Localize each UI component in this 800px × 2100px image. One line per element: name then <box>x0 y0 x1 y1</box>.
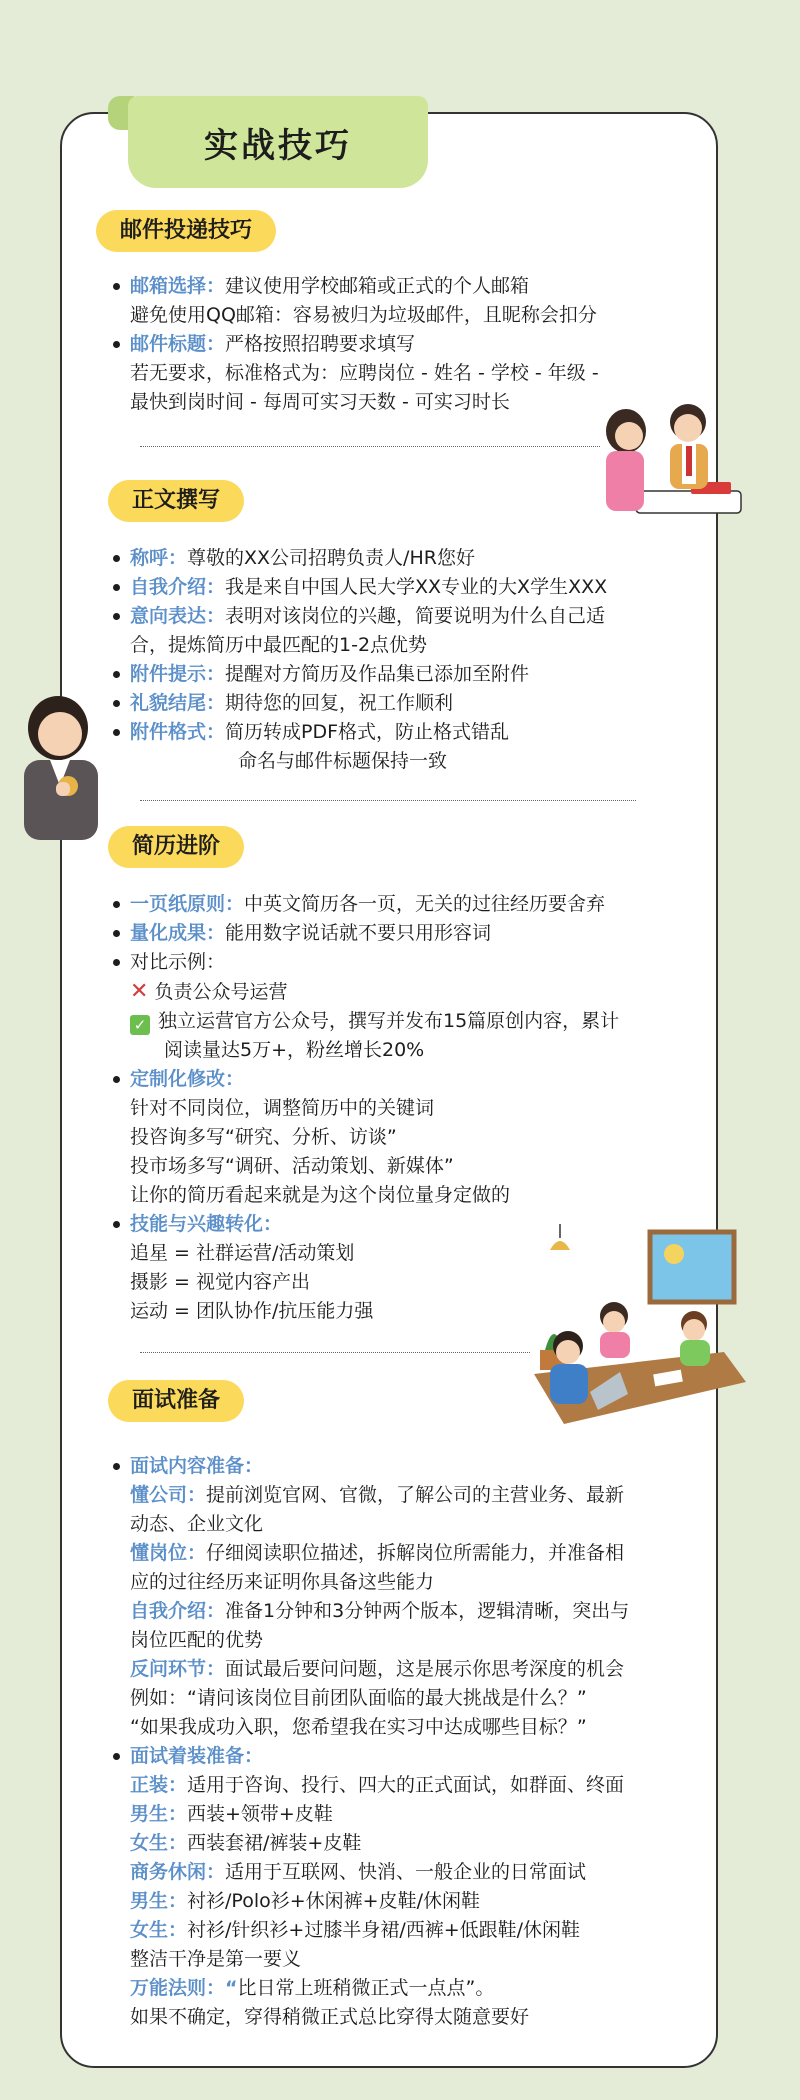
sub-item <box>130 1771 629 1800</box>
sub-item <box>130 1887 629 1916</box>
item-key: 女生： <box>130 1832 188 1854</box>
item-key: 面试内容准备： <box>130 1455 264 1477</box>
teamwork-illustration <box>524 1224 746 1454</box>
item-text: 让你的简历看起来就是为这个岗位量身定做的 <box>130 1184 511 1206</box>
item-text: 若无要求，标准格式为：应聘岗位 - 姓名 - 学校 - 年级 - <box>130 362 599 384</box>
item-text: 我是来自中国人民大学XX专业的大X学生XXX <box>225 576 608 598</box>
cross-icon: ✕ <box>130 979 149 1004</box>
item-text: 尊敬的XX公司招聘负责人/HR您好 <box>187 547 475 569</box>
item-key: 邮件标题： <box>130 333 226 355</box>
item-key: 礼貌结尾： <box>130 692 226 714</box>
item-text: 衬衫/Polo衫+休闲裤+皮鞋/休闲鞋 <box>187 1890 480 1912</box>
item-text: 岗位匹配的优势 <box>130 1629 264 1651</box>
item-key: 自我介绍： <box>130 1600 226 1622</box>
item-key: 面试着装准备： <box>130 1745 264 1767</box>
item-text: 命名与邮件标题保持一致 <box>238 750 448 772</box>
list-item <box>130 1742 629 1771</box>
item-text: 追星 = 社群运营/活动策划 <box>130 1242 355 1264</box>
section-divider <box>140 446 600 447</box>
item-text: 投咨询多写“研究、分析、访谈” <box>130 1126 397 1148</box>
item-text: 严格按照招聘要求填写 <box>225 333 416 355</box>
quote-mark: “ <box>225 1977 238 1999</box>
list-item <box>130 919 619 948</box>
list-item <box>130 1065 619 1094</box>
page-title: 实战技巧 <box>128 96 428 188</box>
good-example <box>130 1007 619 1036</box>
item-key: 女生： <box>130 1919 188 1941</box>
list-item <box>130 689 607 718</box>
item-text: 避免使用QQ邮箱：容易被归为垃圾邮件，且昵称会扣分 <box>130 304 597 326</box>
meeting-illustration <box>596 396 746 526</box>
list-item <box>130 890 619 919</box>
item-key: 技能与兴趣转化： <box>130 1213 283 1235</box>
item-text: 合，提炼简历中最匹配的1-2点优势 <box>130 634 428 656</box>
item-text: 适用于咨询、投行、四大的正式面试，如群面、终面 <box>187 1774 625 1796</box>
item-text: 中英文简历各一页，无关的过往经历要舍弃 <box>244 893 606 915</box>
item-text: 比日常上班稍微正式一点点”。 <box>237 1977 495 1999</box>
list-item <box>130 272 599 301</box>
interview-section-body <box>130 1452 629 2032</box>
item-text: 应的过往经历来证明你具备这些能力 <box>130 1571 435 1593</box>
good-example-text: 独立运营官方公众号，撰写并发布15篇原创内容，累计 <box>158 1010 620 1032</box>
item-key: 意向表达： <box>130 605 226 627</box>
item-text: 表明对该岗位的兴趣，简要说明为什么自己适 <box>225 605 606 627</box>
item-text: 例如：“请问该岗位目前团队面临的最大挑战是什么？” <box>130 1687 587 1709</box>
sub-item <box>130 1829 629 1858</box>
list-item <box>130 544 607 573</box>
item-text: 运动 = 团队协作/抗压能力强 <box>130 1300 374 1322</box>
item-text: 建议使用学校邮箱或正式的个人邮箱 <box>225 275 530 297</box>
item-text: 简历转成PDF格式，防止格式错乱 <box>225 721 510 743</box>
item-text: 最快到岗时间 - 每周可实习天数 - 可实习时长 <box>130 391 510 413</box>
item-text: 衬衫/针织衫+过膝半身裙/西裤+低跟鞋/休闲鞋 <box>187 1919 581 1941</box>
item-key: 反问环节： <box>130 1658 226 1680</box>
item-text: 能用数字说话就不要只用形容词 <box>225 922 492 944</box>
item-key: 正装： <box>130 1774 188 1796</box>
section-label-resume: 简历进阶 <box>108 826 244 868</box>
item-key: 自我介绍： <box>130 576 226 598</box>
section-label-email: 邮件投递技巧 <box>96 210 276 252</box>
item-text: 动态、企业文化 <box>130 1513 264 1535</box>
good-example-text: 阅读量达5万+，粉丝增长20% <box>164 1039 425 1061</box>
body-section-body <box>130 544 607 776</box>
item-key: 懂公司： <box>130 1484 207 1506</box>
sub-item <box>130 1974 629 2003</box>
item-text: “如果我成功入职，您希望我在实习中达成哪些目标？” <box>130 1716 587 1738</box>
item-text: 期待您的回复，祝工作顺利 <box>225 692 454 714</box>
item-key: 附件提示： <box>130 663 226 685</box>
section-label-interview: 面试准备 <box>108 1380 244 1422</box>
item-key: 懂岗位： <box>130 1542 207 1564</box>
check-icon: ✓ <box>130 1015 150 1035</box>
item-text: 面试最后要问问题，这是展示你思考深度的机会 <box>225 1658 625 1680</box>
section-divider <box>140 1352 530 1353</box>
list-item <box>130 573 607 602</box>
item-text: 针对不同岗位，调整简历中的关键词 <box>130 1097 435 1119</box>
item-key: 男生： <box>130 1803 188 1825</box>
list-item: 对比示例： <box>130 948 619 977</box>
list-item <box>130 660 607 689</box>
item-text: 整洁干净是第一要义 <box>130 1948 302 1970</box>
sub-item <box>130 1539 629 1568</box>
list-item <box>130 718 607 747</box>
item-key: 附件格式： <box>130 721 226 743</box>
item-text: 准备1分钟和3分钟两个版本，逻辑清晰，突出与 <box>225 1600 630 1622</box>
sub-item <box>130 1916 629 1945</box>
sub-item <box>130 1655 629 1684</box>
businesswoman-illustration <box>10 690 110 850</box>
item-text: 提醒对方简历及作品集已添加至附件 <box>225 663 530 685</box>
sub-item <box>130 1858 629 1887</box>
section-divider <box>140 800 636 801</box>
item-key: 称呼： <box>130 547 188 569</box>
item-text: 提前浏览官网、官微，了解公司的主营业务、最新 <box>206 1484 625 1506</box>
item-text: 西装套裙/裤装+皮鞋 <box>187 1832 362 1854</box>
sub-item <box>130 1597 629 1626</box>
item-text: 如果不确定，穿得稍微正式总比穿得太随意要好 <box>130 2006 530 2028</box>
sub-item <box>130 1800 629 1829</box>
item-key: 万能法则： <box>130 1977 226 1999</box>
item-text: 投市场多写“调研、活动策划、新媒体” <box>130 1155 454 1177</box>
item-key: 定制化修改： <box>130 1068 245 1090</box>
item-text: 适用于互联网、快消、一般企业的日常面试 <box>225 1861 587 1883</box>
list-item <box>130 1452 629 1481</box>
item-key: 邮箱选择： <box>130 275 226 297</box>
section-label-body: 正文撰写 <box>108 480 244 522</box>
item-key: 男生： <box>130 1890 188 1912</box>
list-item <box>130 602 607 631</box>
email-section-body <box>130 272 599 417</box>
list-item <box>130 330 599 359</box>
item-text: 西装+领带+皮鞋 <box>187 1803 333 1825</box>
item-key: 量化成果： <box>130 922 226 944</box>
item-key: 商务休闲： <box>130 1861 226 1883</box>
bad-example-text: 负责公众号运营 <box>154 981 288 1003</box>
sub-item <box>130 1481 629 1510</box>
item-text: 仔细阅读职位描述，拆解岗位所需能力，并准备相 <box>206 1542 625 1564</box>
bad-example <box>130 977 619 1007</box>
item-text: 摄影 = 视觉内容产出 <box>130 1271 310 1293</box>
item-key: 一页纸原则： <box>130 893 245 915</box>
